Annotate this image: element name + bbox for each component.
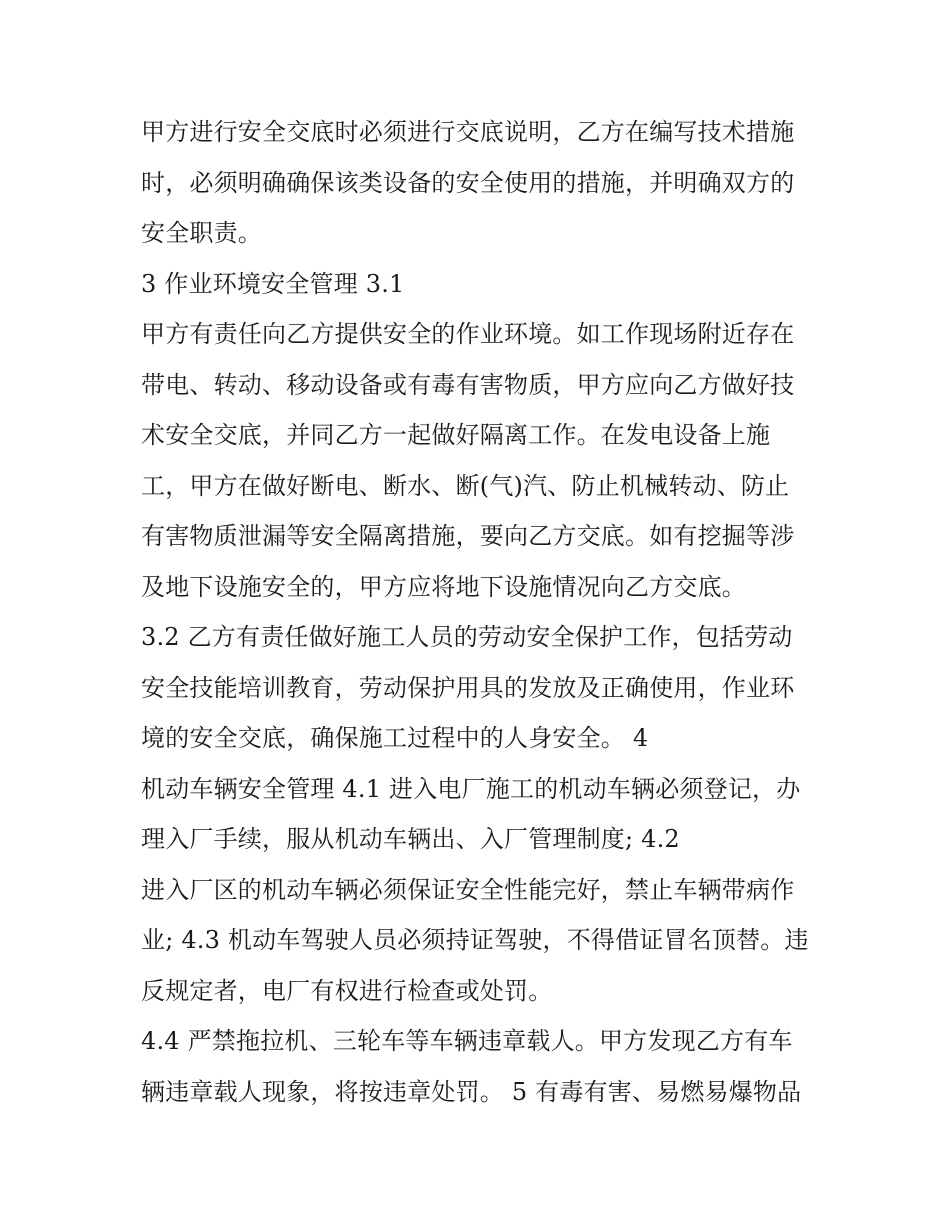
text-line: 境的安全交底，确保施工过程中的人身安全。 4: [141, 724, 649, 752]
text-line: 辆违章载人现象，将按违章处罚。 5 有毒有害、易燃易爆物品: [141, 1077, 802, 1106]
text-line: 及地下设施安全的，甲方应将地下设施情况向乙方交底。: [141, 572, 746, 601]
text-line: 安全技能培训教育，劳动保护用具的发放及正确使用，作业环: [141, 673, 795, 702]
document-body: [141, 110, 821, 1120]
text-line: 有害物质泄漏等安全隔离措施，要向乙方交底。如有挖掘等涉: [141, 522, 795, 550]
text-line: 工，甲方在做好断电、断水、断(气)汽、防止机械转动、防止: [141, 471, 790, 500]
text-line: 甲方有责任向乙方提供安全的作业环境。如工作现场附近存在: [141, 320, 795, 348]
text-line: 反规定者，电厂有权进行检查或处罚。: [141, 976, 553, 1005]
text-line: 业; 4.3 机动车驾驶人员必须持证驾驶，不得借证冒名顶替。违: [141, 926, 809, 954]
text-line: 机动车辆安全管理 4.1 进入电厂施工的机动车辆必须登记，办: [141, 774, 801, 803]
text-line: 术安全交底，并同乙方一起做好隔离工作。在发电设备上施: [141, 421, 771, 449]
text-line: 带电、转动、移动设备或有毒有害物质，甲方应向乙方做好技: [141, 370, 795, 399]
text-line: 理入厂手续，服从机动车辆出、入厂管理制度; 4.2: [141, 825, 680, 853]
text-line: 进入厂区的机动车辆必须保证安全性能完好，禁止车辆带病作: [141, 875, 795, 904]
text-line: 4.4 严禁拖拉机、三轮车等车辆违章载人。甲方发现乙方有车: [141, 1027, 793, 1055]
text-line: 3.2 乙方有责任做好施工人员的劳动安全保护工作，包括劳动: [141, 623, 793, 651]
text-line: 甲方进行安全交底时必须进行交底说明，乙方在编写技术措施: [141, 118, 795, 146]
text-line: 时，必须明确确保该类设备的安全使用的措施，并明确双方的: [141, 168, 795, 197]
text-line: 安全职责。: [141, 219, 262, 247]
section-heading-line: 3 作业环境安全管理 3.1: [141, 269, 405, 298]
